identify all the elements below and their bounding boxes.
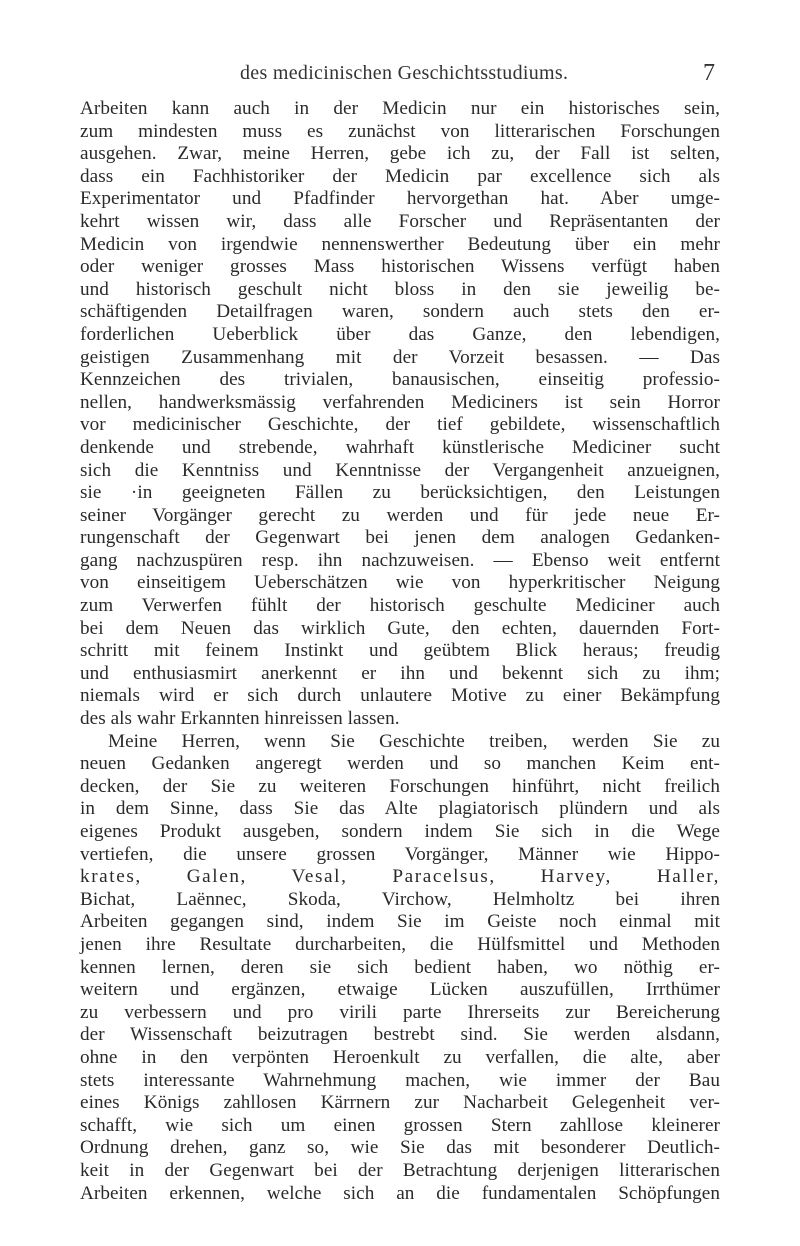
- paragraph-end-line: des als wahr Erkannten hinreissen lassen.: [80, 708, 400, 730]
- text-line: gang nachzuspüren resp. ihn nachzuweisen. — Ebenso weit entfernt: [80, 549, 720, 571]
- text-line: weitern und ergänzen, etwaige Lücken auszufüllen, Irrthümer: [80, 979, 720, 1001]
- text-line: niemals wird er sich durch unlautere Motive zu einer Bekämpfung: [80, 685, 720, 707]
- text-line: eines Königs zahllosen Kärrnern zur Nacharbeit Gelegenheit ver-: [80, 1092, 720, 1114]
- text-line: schritt mit feinem Instinkt und geübtem Blick heraus; freudig: [80, 640, 720, 662]
- text-line: bei dem Neuen das wirklich Gute, den echten, dauernden Fort-: [80, 617, 720, 639]
- text-line: rungenschaft der Gegenwart bei jenen dem analogen Gedanken-: [80, 527, 720, 549]
- text-line: jenen ihre Resultate durcharbeiten, die Hülfsmittel und Methoden: [80, 933, 720, 955]
- text-line: oder weniger grosses Mass historischen Wissens verfügt haben: [80, 256, 720, 278]
- running-head: [0, 60, 800, 90]
- text-line: denkende und strebende, wahrhaft künstlerische Mediciner sucht: [80, 436, 720, 458]
- paragraph-start-line: Meine Herren, wenn Sie Geschichte treiben, werden Sie zu: [108, 730, 720, 752]
- text-line: zum mindesten muss es zunächst von litterarischen Forschungen: [80, 120, 720, 142]
- text-line: von einseitigem Ueberschätzen wie von hyperkritischer Neigung: [80, 572, 720, 594]
- text-line: stets interessante Wahrnehmung machen, wie immer der Bau: [80, 1069, 720, 1091]
- text-line: Kennzeichen des trivialen, banausischen, einseitig professio-: [80, 369, 720, 391]
- text-line: ohne in den verpönten Heroenkult zu verfallen, die alte, aber: [80, 1046, 720, 1068]
- text-line: Ordnung drehen, ganz so, wie Sie das mit besonderer Deutlich-: [80, 1137, 720, 1159]
- text-line: vor medicinischer Geschichte, der tief gebildete, wissenschaftlich: [80, 414, 720, 436]
- text-line: sie ·in geeigneten Fällen zu berücksichtigen, den Leistungen: [80, 482, 720, 504]
- text-line: Arbeiten kann auch in der Medicin nur ein historisches sein,: [80, 98, 720, 119]
- text-line: zum Verwerfen fühlt der historisch geschulte Mediciner auch: [80, 595, 720, 617]
- text-line: krates, Galen, Vesal, Paracelsus, Harvey, Haller,: [80, 866, 720, 888]
- text-line: geistigen Zusammenhang mit der Vorzeit besassen. — Das: [80, 346, 720, 368]
- text-line: kehrt wissen wir, dass alle Forscher und Repräsentanten der: [80, 210, 720, 232]
- text-line: vertiefen, die unsere grossen Vorgänger, Männer wie Hippo-: [80, 843, 720, 865]
- text-line: Arbeiten erkennen, welche sich an die fundamentalen Schöpfungen: [80, 1182, 720, 1204]
- body-text: [80, 98, 720, 1205]
- text-line: kennen lernen, deren sie sich bedient haben, wo nöthig er-: [80, 956, 720, 978]
- text-line: ausgehen. Zwar, meine Herren, gebe ich zu, der Fall ist selten,: [80, 143, 720, 165]
- text-line: seiner Vorgänger gerecht zu werden und für jede neue Er-: [80, 504, 720, 526]
- text-line: forderlichen Ueberblick über das Ganze, den lebendigen,: [80, 323, 720, 345]
- text-line: sich die Kenntniss und Kenntnisse der Vergangenheit anzueignen,: [80, 459, 720, 481]
- text-line: Medicin von irgendwie nennenswerther Bedeutung über ein mehr: [80, 233, 720, 255]
- text-line: eigenes Produkt ausgeben, sondern indem Sie sich in die Wege: [80, 821, 720, 842]
- text-line: Arbeiten gegangen sind, indem Sie im Geiste noch einmal mit: [80, 911, 720, 933]
- text-line: Experimentator und Pfadfinder hervorgethan hat. Aber umge-: [80, 188, 720, 210]
- text-line: dass ein Fachhistoriker der Medicin par excellence sich als: [80, 165, 720, 187]
- text-line: schafft, wie sich um einen grossen Stern zahllose kleinerer: [80, 1114, 720, 1136]
- text-line: keit in der Gegenwart bei der Betrachtung derjenigen litterarischen: [80, 1159, 720, 1181]
- text-line: in dem Sinne, dass Sie das Alte plagiatorisch plündern und als: [80, 798, 720, 820]
- text-line: nellen, handwerksmässig verfahrenden Mediciners ist sein Horror: [80, 391, 720, 413]
- text-line: der Wissenschaft beizutragen bestrebt sind. Sie werden alsdann,: [80, 1024, 720, 1046]
- text-line: Bichat, Laënnec, Skoda, Virchow, Helmholtz bei ihren: [80, 888, 720, 910]
- text-line: und enthusiasmirt anerkennt er ihn und bekennt sich zu ihm;: [80, 662, 720, 684]
- text-line: neuen Gedanken angeregt werden und so manchen Keim ent-: [80, 753, 720, 775]
- running-title: des medicinischen Geschichtsstudiums.: [240, 62, 569, 84]
- text-line: schäftigenden Detailfragen waren, sondern auch stets den er-: [80, 301, 720, 323]
- text-line: zu verbessern und pro virili parte Ihrerseits zur Bereicherung: [80, 1001, 720, 1023]
- text-line: decken, der Sie zu weiteren Forschungen hinführt, nicht freilich: [80, 775, 720, 797]
- text-line: und historisch geschult nicht bloss in den sie jeweilig be-: [80, 278, 720, 300]
- page-number: 7: [703, 60, 715, 86]
